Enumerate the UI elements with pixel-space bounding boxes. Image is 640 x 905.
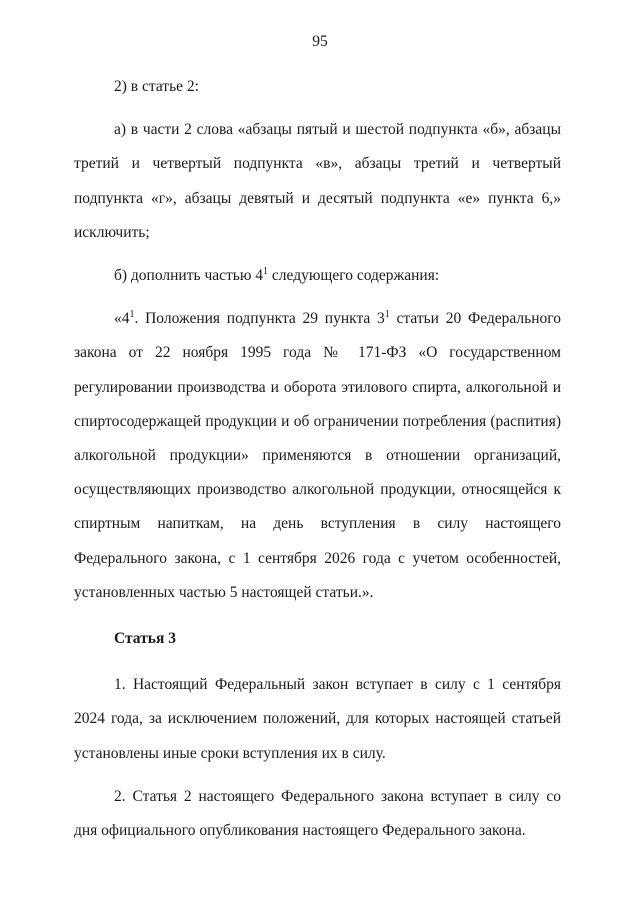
superscript: 1 — [384, 309, 390, 321]
superscript: 1 — [263, 266, 269, 278]
paragraph-new-part-4-1 — [74, 302, 561, 610]
paragraph-article-2-intro: 2) в статье 2: — [114, 78, 199, 95]
quote-start: «4 — [114, 310, 130, 328]
page-number: 95 — [312, 33, 328, 50]
quote-text-end: статьи 20 Федерального закона от 22 ноября 1995 года № 171-ФЗ «О государственном регулировании производства и оборота этилового спирта, алкогольной и спиртосодержащей продукции и об ограничении потребления (распития) алкогольной продукции» применяются в отношении организаций, осуществляющих производство алкогольной продукции, относящейся к спиртным напиткам, на день вступления в силу настоящего Федерального закона, с 1 сентября 2026 года с учетом особенностей, установленных частью 5 настоящей статьи.». — [74, 310, 561, 601]
article-3-paragraph-1: 1. Настоящий Федеральный закон вступает в силу с 1 сентября 2024 года, за исключением положений, для которых настоящей статьей установлены иные сроки вступления их в силу. — [74, 676, 561, 762]
quote-text: . Положения подпункта 29 пункта 3 — [134, 310, 385, 328]
amendment-b-text: б) дополнить частью 4 — [114, 267, 264, 285]
paragraph-amendment-a: а) в части 2 слова «абзацы пятый и шестой подпункта «б», абзацы третий и четвертый подпункта «в», абзацы третий и четвертый подпункта «г», абзацы девятый и десятый подпункта «е» пункта 6,» исключить; — [74, 121, 561, 241]
article-3-paragraph-2: 2. Статья 2 настоящего Федерального закона вступает в силу со дня официального опубликования настоящего Федерального закона. — [74, 787, 561, 840]
article-3-heading: Статья 3 — [114, 630, 176, 648]
paragraph-amendment-b — [74, 259, 561, 293]
amendment-b-text-end: следующего содержания: — [268, 267, 440, 285]
superscript: 1 — [129, 309, 135, 321]
document-body — [74, 70, 561, 848]
